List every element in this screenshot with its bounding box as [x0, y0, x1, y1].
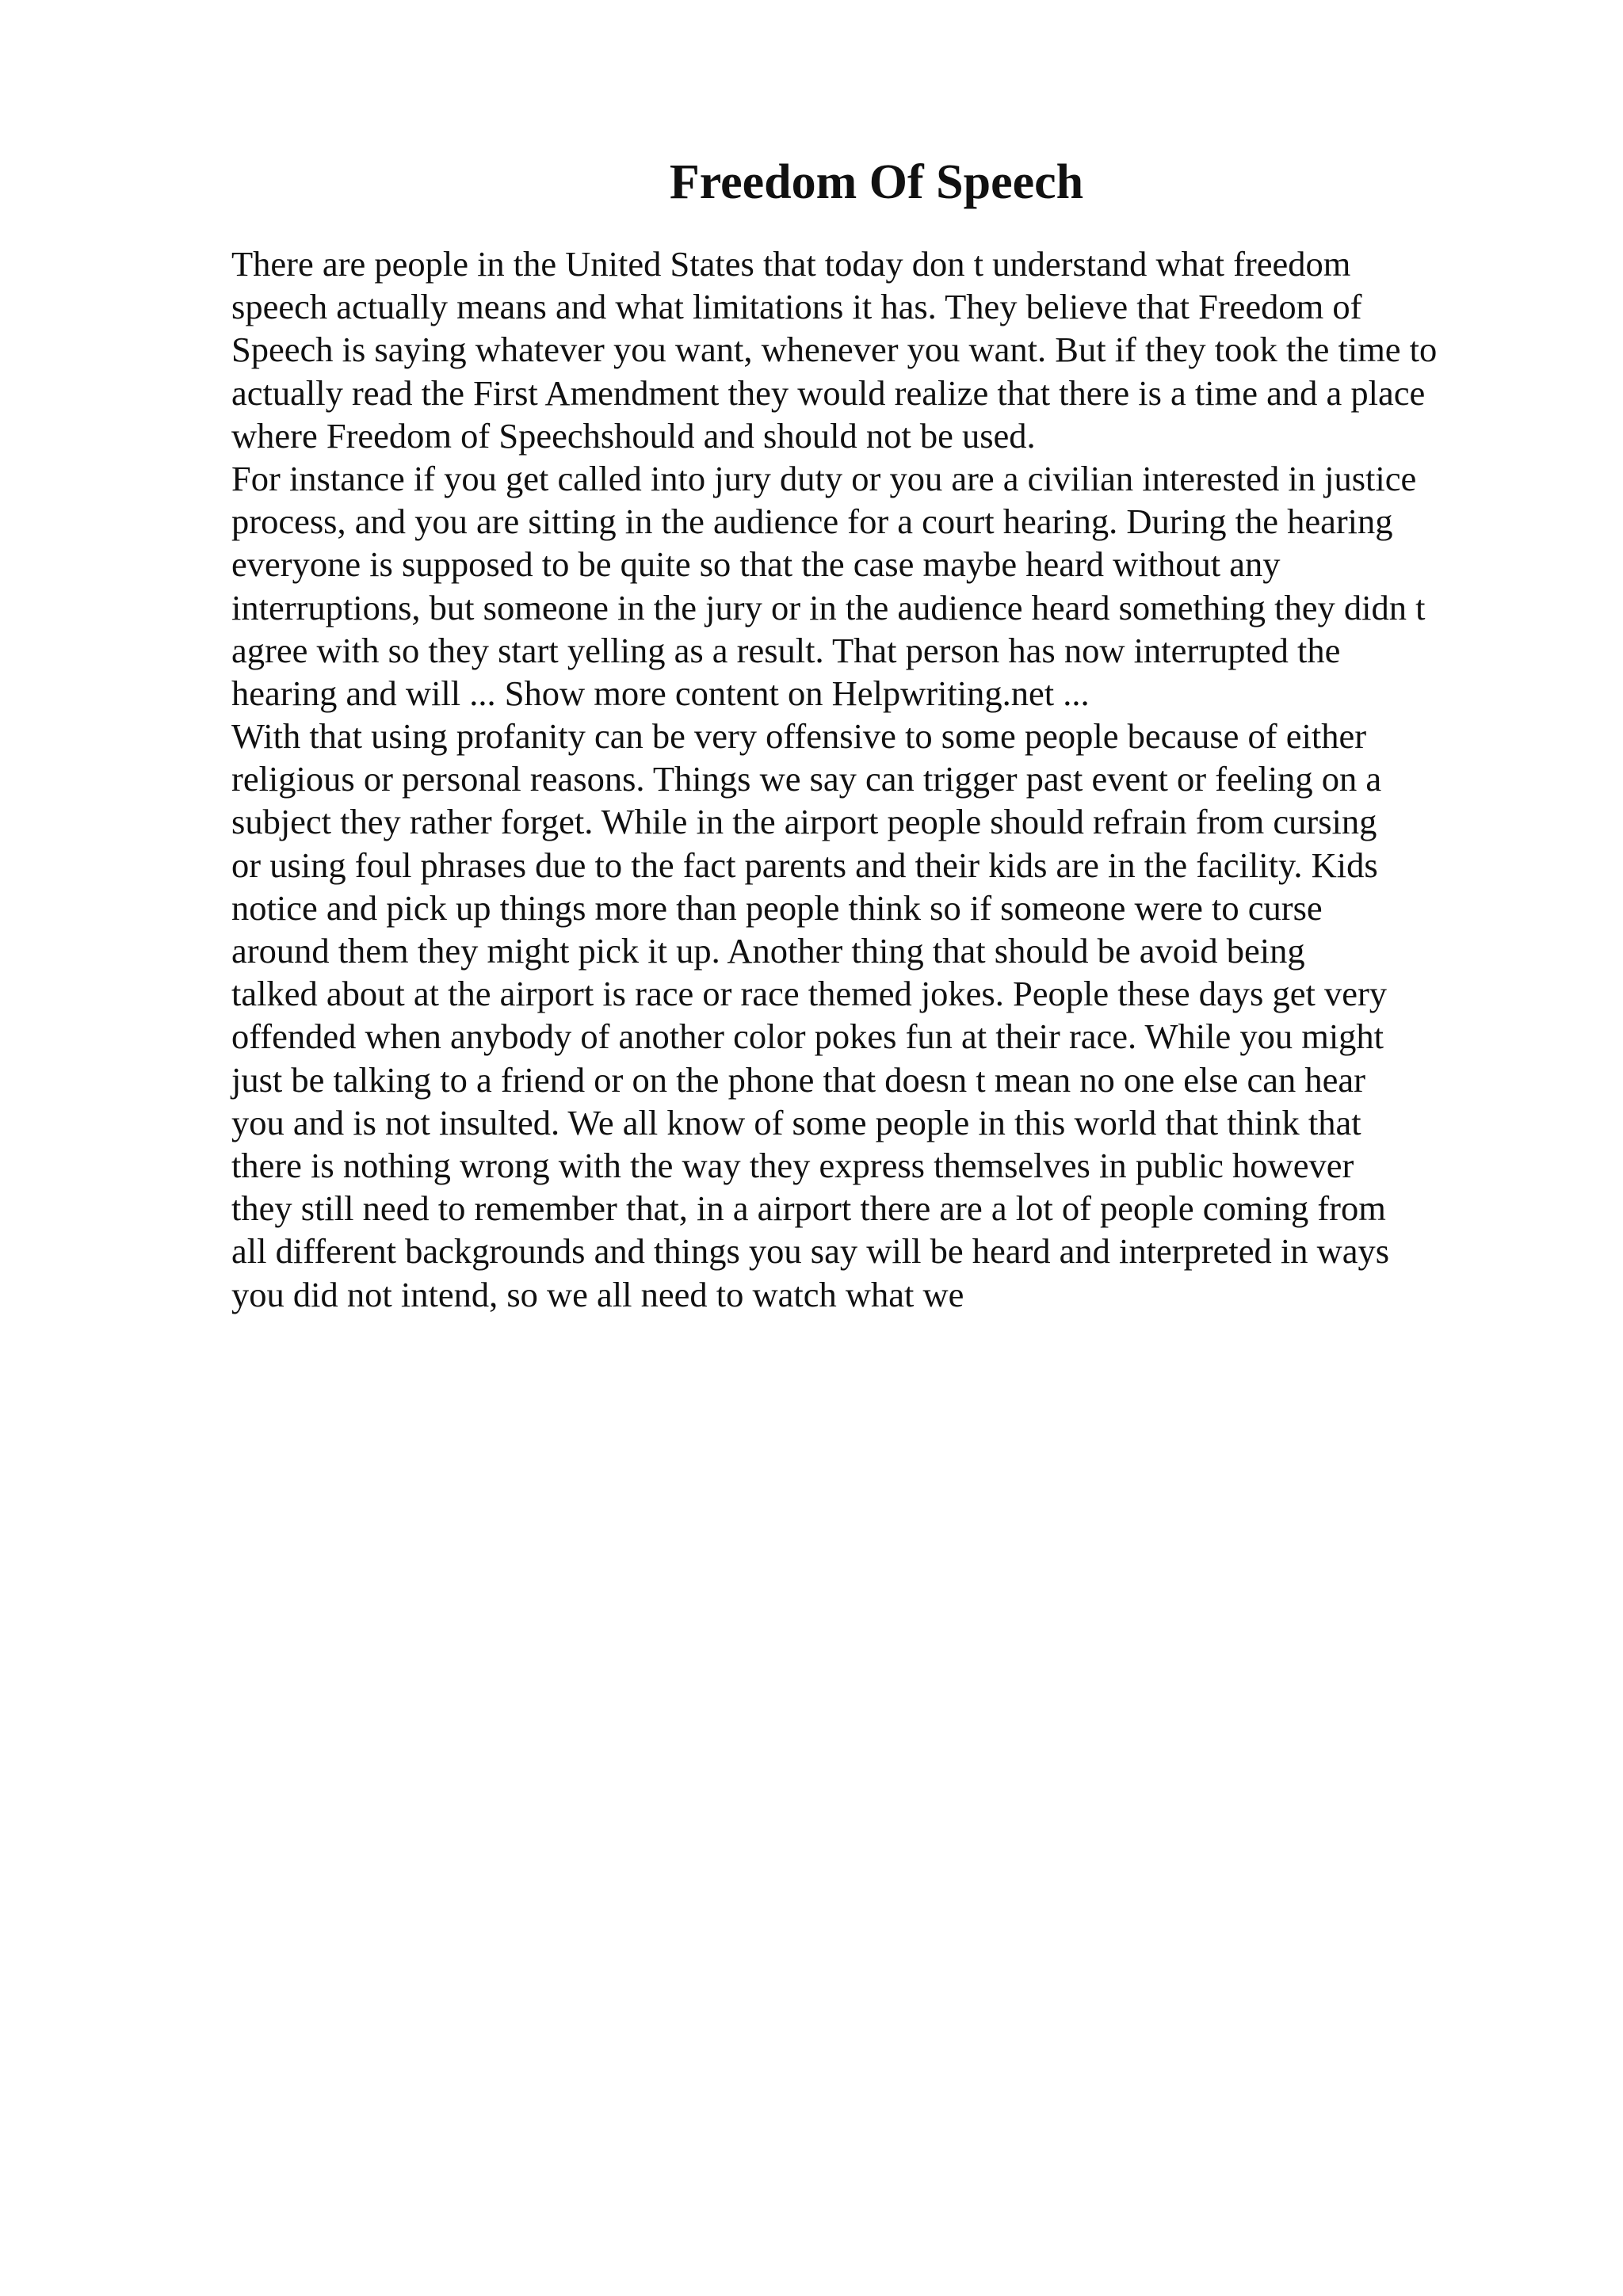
body-line: hearing and will ... Show more content on Helpwriting.net ... [231, 673, 1090, 713]
body-line: There are people in the United States that today don t understand what freedom [231, 244, 1351, 284]
body-line: they still need to remember that, in a airport there are a lot of people coming from [231, 1188, 1386, 1229]
body-line: actually read the First Amendment they would realize that there is a time and a place [231, 372, 1426, 413]
document-title: Freedom Of Speech [669, 155, 1084, 209]
body-line: around them they might pick it up. Another thing that should be avoid being [231, 931, 1305, 971]
body-line: you and is not insulted. We all know of some people in this world that think that [231, 1102, 1361, 1142]
body-line: For instance if you get called into jury duty or you are a civilian interested in justice [231, 458, 1417, 498]
body-line: notice and pick up things more than people think so if someone were to curse [231, 887, 1323, 928]
body-line: religious or personal reasons. Things we say can trigger past event or feeling on a [231, 759, 1382, 799]
body-line: interruptions, but someone in the jury or in the audience heard something they didn t [231, 587, 1426, 627]
document-body [231, 242, 1531, 1316]
body-line: or using foul phrases due to the fact parents and their kids are in the facility. Kids [231, 845, 1378, 885]
body-line: all different backgrounds and things you say will be heard and interpreted in ways [231, 1231, 1390, 1272]
body-line: talked about at the airport is race or race themed jokes. People these days get very [231, 974, 1388, 1014]
body-line: process, and you are sitting in the audience for a court hearing. During the hearing [231, 502, 1393, 542]
body-line: you did not intend, so we all need to watch what we [231, 1274, 964, 1314]
body-line: just be talking to a friend or on the phone that doesn t mean no one else can hear [231, 1059, 1365, 1100]
body-line: where Freedom of Speechshould and should not be used. [231, 415, 1036, 456]
body-line: subject they rather forget. While in the airport people should refrain from cursing [231, 802, 1377, 842]
body-line: agree with so they start yelling as a result. That person has now interrupted the [231, 630, 1341, 670]
body-line: everyone is supposed to be quite so that the case maybe heard without any [231, 544, 1281, 585]
body-line: offended when anybody of another color pokes fun at their race. While you might [231, 1016, 1384, 1057]
body-line: With that using profanity can be very offensive to some people because of either [231, 716, 1367, 757]
body-line: speech actually means and what limitations it has. They believe that Freedom of [231, 287, 1362, 327]
body-line: there is nothing wrong with the way they express themselves in public however [231, 1145, 1354, 1185]
body-line: Speech is saying whatever you want, whenever you want. But if they took the time to [231, 330, 1438, 370]
